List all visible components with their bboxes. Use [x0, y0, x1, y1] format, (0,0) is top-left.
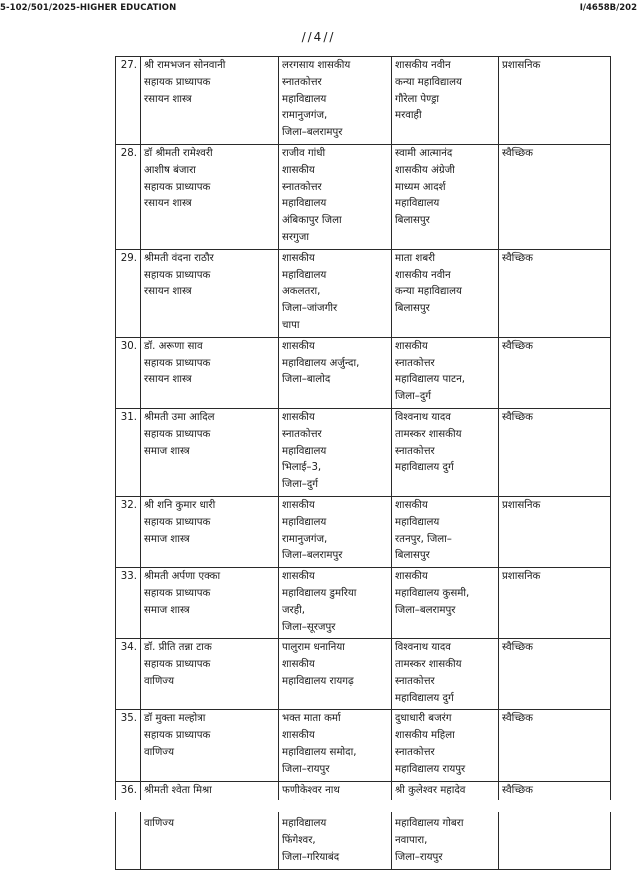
- transfer-type: प्रशासनिक: [499, 57, 611, 145]
- from-line: महाविद्यालय: [282, 516, 327, 528]
- from-line: जिला–बलरामपुर: [282, 127, 343, 139]
- name-line: आशीष बंजारा: [144, 164, 196, 176]
- table-row: [116, 496, 611, 567]
- page-number: //4//: [301, 30, 336, 44]
- to-line: महाविद्यालय दुर्ग: [395, 462, 454, 474]
- to-line: कन्या महाविद्यालय: [395, 76, 462, 88]
- to-line: जिला–दुर्ग: [395, 391, 431, 403]
- to-line: रतनपुर, जिला–: [395, 533, 452, 545]
- name-line: सहायक प्राध्यापक: [144, 516, 211, 528]
- from-line: महाविद्यालय: [282, 445, 327, 457]
- to-line: शासकीय नवीन: [395, 60, 451, 71]
- from-line: पालुराम धनानिया: [282, 642, 345, 654]
- transfer-type: स्वैच्छिक: [499, 408, 611, 496]
- to-line: माध्यम आदर्श: [395, 181, 446, 193]
- name-line: श्री शनि कुमार धारी: [144, 499, 216, 511]
- from-line: स्नातकोत्तर: [282, 428, 322, 440]
- name-line: श्रीमती अर्पणा एक्का: [144, 571, 221, 583]
- transfer-list-table: [115, 56, 611, 870]
- current-posting: [279, 337, 392, 408]
- name-line: रसायन शास्त्र: [144, 93, 192, 105]
- from-line: चापा: [282, 319, 300, 331]
- to-line: महाविद्यालय कुसमी,: [395, 587, 470, 599]
- from-line: भिलाई–3,: [282, 462, 322, 474]
- current-posting: [279, 568, 392, 639]
- new-posting: [392, 249, 499, 337]
- from-line: महाविद्यालय रायगढ़: [282, 675, 354, 687]
- to-line: शासकीय: [395, 340, 428, 352]
- to-line: शासकीय: [395, 499, 428, 511]
- serial-number: 32.: [116, 496, 141, 567]
- employee-name-designation: [141, 408, 279, 496]
- name-line: वाणिज्य: [144, 747, 175, 759]
- new-posting: [392, 144, 499, 249]
- serial-number: 28.: [116, 144, 141, 249]
- current-posting: [279, 144, 392, 249]
- name-line: डॉ मुक्ता मल्होत्रा: [144, 713, 206, 725]
- from-line: शासकीय: [282, 571, 315, 583]
- from-line: महाविद्यालय: [282, 269, 327, 281]
- employee-name-designation: [141, 781, 279, 869]
- from-line: जिला–गरियाबंद: [282, 851, 340, 863]
- to-line: बिलासपुर: [395, 215, 430, 227]
- document-number: I/4658B/202: [579, 3, 637, 13]
- new-posting: [392, 568, 499, 639]
- table-row: [116, 408, 611, 496]
- to-line: कन्या महाविद्यालय: [395, 286, 462, 298]
- name-line: डॉ श्रीमती रामेश्वरी: [144, 147, 213, 159]
- from-line: रामानुजगंज,: [282, 533, 328, 545]
- employee-name-designation: [141, 496, 279, 567]
- from-line: जिला–बलरामपुर: [282, 550, 343, 562]
- serial-number: 35.: [116, 710, 141, 781]
- to-line: श्री कुलेश्वर महादेव: [395, 784, 466, 796]
- to-line: महाविद्यालय गोबरा: [395, 818, 464, 830]
- table-row: [116, 781, 611, 869]
- from-line: शासकीय: [282, 659, 315, 671]
- from-line: जिला–रायपुर: [282, 763, 330, 775]
- to-line: महाविद्यालय पाटन,: [395, 374, 466, 386]
- table-row: [116, 249, 611, 337]
- name-line: श्री रामभजन सोनवानी: [144, 60, 226, 71]
- from-line: जरही,: [282, 604, 306, 616]
- to-line: शासकीय नवीन: [395, 269, 451, 281]
- from-line: शासकीय: [282, 499, 315, 511]
- name-line: डॉ. प्रीति तन्ना टाक: [144, 642, 212, 654]
- name-line: समाज शास्त्र: [144, 445, 190, 457]
- from-line: महाविद्यालय अर्जुन्दा,: [282, 357, 360, 369]
- to-line: स्नातकोत्तर: [395, 357, 435, 369]
- from-line: स्नातकोत्तर: [282, 76, 322, 88]
- from-line: सरगुजा: [282, 231, 309, 243]
- table-row: [116, 568, 611, 639]
- from-line: महाविद्यालय: [282, 93, 327, 105]
- to-line: जिला–बलरामपुर: [395, 604, 456, 616]
- to-line: महाविद्यालय दुर्ग: [395, 692, 454, 704]
- serial-number: 29.: [116, 249, 141, 337]
- to-line: माता शबरी: [395, 252, 435, 264]
- page-bottom-edge: [0, 800, 637, 812]
- from-line: शासकीय: [282, 411, 315, 423]
- name-line: समाज शास्त्र: [144, 533, 190, 545]
- new-posting: [392, 57, 499, 145]
- to-line: बिलासपुर: [395, 550, 430, 562]
- from-line: भक्त माता कर्मा: [282, 713, 341, 725]
- to-line: विश्वनाथ यादव: [395, 411, 451, 423]
- to-line: गौरेला पेण्ड्रा: [395, 93, 440, 105]
- current-posting: [279, 710, 392, 781]
- to-line: तामस्कर शासकीय: [395, 428, 462, 440]
- employee-name-designation: [141, 337, 279, 408]
- name-line: समाज शास्त्र: [144, 604, 190, 616]
- new-posting: [392, 639, 499, 710]
- new-posting: [392, 781, 499, 869]
- serial-number: 27.: [116, 57, 141, 145]
- table-row: [116, 144, 611, 249]
- name-line: श्रीमती वंदना राठौर: [144, 252, 214, 264]
- name-line: सहायक प्राध्यापक: [144, 269, 211, 281]
- employee-name-designation: [141, 639, 279, 710]
- from-line: महाविद्यालय: [282, 818, 327, 830]
- from-line: शासकीय: [282, 730, 315, 742]
- from-line: शासकीय: [282, 252, 315, 264]
- name-line: श्रीमती उमा आदिल: [144, 411, 215, 423]
- from-line: फणीकेश्वर नाथ: [282, 784, 340, 796]
- transfer-type: स्वैच्छिक: [499, 337, 611, 408]
- employee-name-designation: [141, 710, 279, 781]
- to-line: शासकीय: [395, 571, 428, 583]
- from-line: शासकीय: [282, 164, 315, 176]
- employee-name-designation: [141, 568, 279, 639]
- current-posting: [279, 57, 392, 145]
- new-posting: [392, 408, 499, 496]
- current-posting: [279, 639, 392, 710]
- from-line: महाविद्यालय: [282, 198, 327, 210]
- from-line: स्नातकोत्तर: [282, 181, 322, 193]
- from-line: लरगसाय शासकीय: [282, 60, 351, 71]
- name-line: वाणिज्य: [144, 818, 175, 830]
- name-line: रसायन शास्त्र: [144, 374, 192, 386]
- current-posting: [279, 781, 392, 869]
- new-posting: [392, 337, 499, 408]
- from-line: शासकीय: [282, 340, 315, 352]
- table-row: [116, 710, 611, 781]
- name-line: सहायक प्राध्यापक: [144, 76, 211, 88]
- serial-number: 30.: [116, 337, 141, 408]
- to-line: स्नातकोत्तर: [395, 675, 435, 687]
- name-line: सहायक प्राध्यापक: [144, 181, 211, 193]
- table-row: [116, 57, 611, 145]
- from-line: अंबिकापुर जिला: [282, 215, 342, 227]
- serial-number: 31.: [116, 408, 141, 496]
- transfer-type: प्रशासनिक: [499, 568, 611, 639]
- current-posting: [279, 408, 392, 496]
- name-line: रसायन शास्त्र: [144, 198, 192, 210]
- table-row: [116, 337, 611, 408]
- from-line: फिंगेश्वर,: [282, 835, 316, 847]
- transfer-type: स्वैच्छिक: [499, 781, 611, 869]
- to-line: स्नातकोत्तर: [395, 747, 435, 759]
- current-posting: [279, 496, 392, 567]
- to-line: शासकीय महिला: [395, 730, 455, 742]
- name-line: रसायन शास्त्र: [144, 286, 192, 298]
- new-posting: [392, 710, 499, 781]
- employee-name-designation: [141, 249, 279, 337]
- table-row: [116, 639, 611, 710]
- from-line: अकलतरा,: [282, 286, 321, 298]
- to-line: मरवाही: [395, 110, 422, 122]
- from-line: महाविद्यालय समोदा,: [282, 747, 357, 759]
- from-line: जिला–बालोद: [282, 374, 331, 386]
- new-posting: [392, 496, 499, 567]
- to-line: नवापारा,: [395, 835, 428, 847]
- from-line: राजीव गांधी: [282, 147, 326, 159]
- current-posting: [279, 249, 392, 337]
- to-line: दुधाधारी बजरंग: [395, 713, 452, 725]
- to-line: विश्वनाथ यादव: [395, 642, 451, 654]
- employee-name-designation: [141, 144, 279, 249]
- transfer-type: स्वैच्छिक: [499, 710, 611, 781]
- serial-number: 34.: [116, 639, 141, 710]
- name-line: वाणिज्य: [144, 675, 175, 687]
- to-line: महाविद्यालय रायपुर: [395, 763, 466, 775]
- from-line: जिला–जांजगीर: [282, 303, 338, 315]
- transfer-type: प्रशासनिक: [499, 496, 611, 567]
- name-line: सहायक प्राध्यापक: [144, 428, 211, 440]
- transfer-type: स्वैच्छिक: [499, 249, 611, 337]
- transfer-type: स्वैच्छिक: [499, 144, 611, 249]
- file-reference: 5-102/501/2025-HIGHER EDUCATION: [0, 3, 177, 13]
- to-line: महाविद्यालय: [395, 198, 440, 210]
- name-line: सहायक प्राध्यापक: [144, 659, 211, 671]
- serial-number: 33.: [116, 568, 141, 639]
- name-line: सहायक प्राध्यापक: [144, 730, 211, 742]
- name-line: सहायक प्राध्यापक: [144, 587, 211, 599]
- from-line: महाविद्यालय डुमरिया: [282, 587, 357, 599]
- from-line: जिला–दुर्ग: [282, 479, 318, 491]
- to-line: महाविद्यालय: [395, 516, 440, 528]
- name-line: डॉ. अरूणा साव: [144, 340, 203, 352]
- transfer-type: स्वैच्छिक: [499, 639, 611, 710]
- from-line: जिला–सूरजपुर: [282, 621, 336, 633]
- to-line: बिलासपुर: [395, 303, 430, 315]
- employee-name-designation: [141, 57, 279, 145]
- serial-number: 36.: [116, 781, 141, 869]
- name-line: श्रीमती श्वेता मिश्रा: [144, 784, 212, 796]
- to-line: स्वामी आत्मानंद: [395, 147, 453, 159]
- to-line: स्नातकोत्तर: [395, 445, 435, 457]
- name-line: सहायक प्राध्यापक: [144, 357, 211, 369]
- from-line: रामानुजगंज,: [282, 110, 328, 122]
- to-line: तामस्कर शासकीय: [395, 659, 462, 671]
- to-line: शासकीय अंग्रेजी: [395, 164, 455, 176]
- to-line: जिला–रायपुर: [395, 851, 443, 863]
